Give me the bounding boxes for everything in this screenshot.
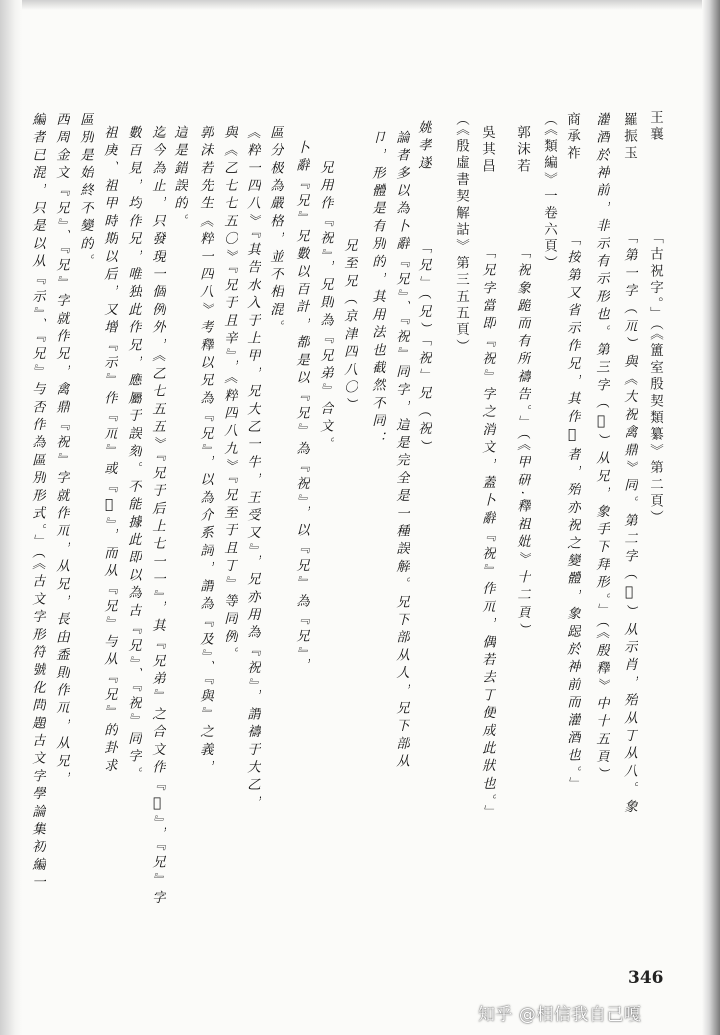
watermark: 知乎 @相信我自己嘎: [478, 1005, 642, 1025]
column-7: （《類編》一卷六頁）: [541, 112, 557, 272]
column-25: 迄今為止，只發現一個例外，《乙七五五》『兄于后上七一一』，其『兄弟』之合文作『𧖹』，『兄』字: [149, 125, 165, 908]
scan-shadow-left: [0, 0, 22, 1035]
column-23: 郭沫若先生《粹一四八》考釋以兄為『兄』，以為介系詞，謂為『及』、『與』之義，: [197, 125, 213, 778]
author-yao-xiaosui: 姚孝遂: [415, 120, 431, 174]
column-12: （《殷虛書契解詁》第三五五頁）: [453, 112, 469, 356]
author-wu-qichang: 吳其昌: [479, 125, 495, 176]
author-shang-chengzuo: 商承祚: [564, 112, 580, 163]
page-number: 346: [628, 968, 664, 988]
author-wang-xiang: 王襄: [647, 110, 663, 144]
column-29: 西周金文『兄』、『兄』字就作兄，禽鼎『祝』字就作𥘅，从兄，長甶盉則作𥘅，从兄，: [53, 112, 69, 789]
column-27: 祖庚、祖甲時期以后，又增『示』作『𥘅』或『𥘈』，而从『兄』与从『兄』的卦求: [101, 125, 117, 776]
column-17: 兄至兄（京津四八〇）: [341, 238, 357, 415]
column-4: 灌酒於神前，非示有示形也。第三字（𧖹）从兄，象手下拜形。」（《殷釋》中十五頁）: [593, 112, 609, 785]
column-3: 「第一字（𥘅）與《大祝禽鼎》同。第二字（𥘈）从示肖，殆从丁从八。象: [621, 230, 637, 817]
column-14: 「兄」（兄）「祝」兄（祝）: [415, 240, 431, 457]
column-16: 卩，形體是有別的，其用法也截然不同：: [369, 130, 385, 449]
column-11: 「兄字當即『祝』字之消文，蓋卜辭『祝』作𥘅，偶若去丁便成此狀也。」: [479, 245, 495, 823]
author-luo-zhenyu: 羅振玉: [621, 112, 637, 163]
column-24: 這是錯誤的。: [171, 125, 187, 232]
column-22: 與《乙七七五〇》『兄于且辛』，《粹四八九》『兄至于且丁』等同例。: [221, 125, 237, 665]
column-20: 區分极為嚴格，並不相混。: [267, 125, 283, 338]
column-19: 卜辭『兄』兄數以百計，都是以『兄』為『祝』，以『兄』為『兄』，: [293, 140, 309, 676]
column-26: 數百見，均作兄，唯独此作兄，應屬于誤刻。不能據此即以為古『兄』、『祝』同字。: [125, 125, 141, 785]
column-6: 「按第又省示作兄，其作𥘈者，殆亦祝之變體，象跽於神前而灌酒也。」: [564, 232, 580, 795]
column-15: 論者多以為卜辭『兄』、『祝』同字，這是完全是一種誤解。兄下部从人，兄下部从: [393, 130, 409, 772]
column-21: 《粹一四八》『其告水入于上甲，兄大乙一牛，王受又』，兄亦用為『祝』，謂禱于大乙，: [244, 125, 260, 813]
scan-shadow-top: [0, 0, 720, 10]
column-30: 編者已混，只是以从『示』、『兄』与否作為區別形式。」（《古文字形符號化問題古文字學論集初編一: [29, 112, 45, 893]
column-28: 區別是始終不變的。: [77, 112, 93, 272]
author-guo-moruo: 郭沫若: [514, 125, 530, 176]
scan-shadow-right: [702, 0, 720, 1035]
column-18: 兄用作『祝』，兄則為『兄弟』合文。: [317, 160, 333, 455]
column-9: 「祝象跪而有所禱告。」（《甲研·釋祖妣》十二頁）: [514, 245, 530, 641]
column-1: 「古祝字。」（《簠室殷契類纂》第二頁）: [647, 230, 663, 528]
